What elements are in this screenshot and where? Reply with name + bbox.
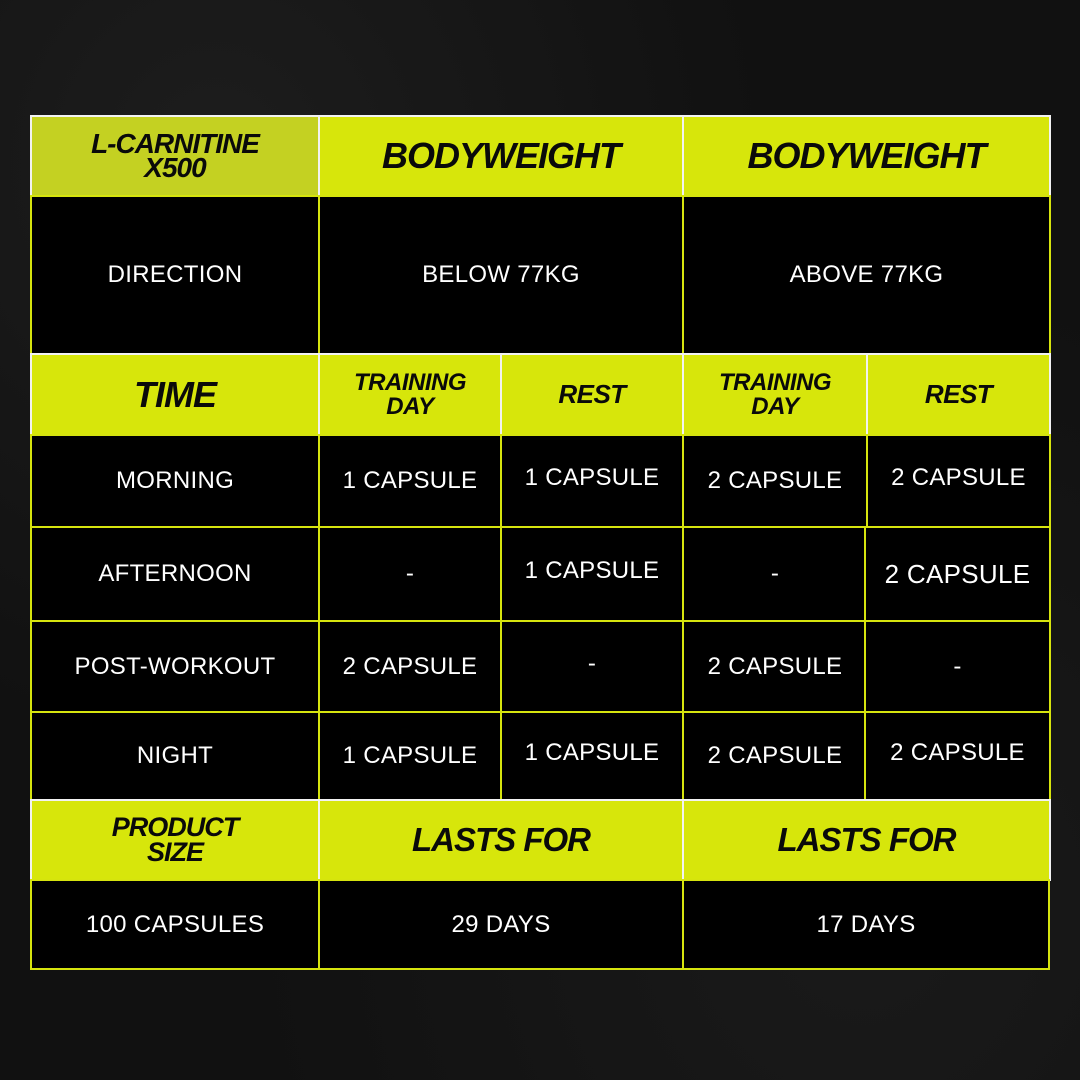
dose-cell: 2 CAPSULE <box>864 711 1051 801</box>
rest-header-above: REST <box>866 353 1051 436</box>
time-label-post-workout: POST-WORKOUT <box>30 620 320 713</box>
time-label-afternoon: AFTERNOON <box>30 526 320 622</box>
time-label-night: NIGHT <box>30 711 320 801</box>
bodyweight-header-below: BODYWEIGHT <box>318 115 684 197</box>
lasts-days-above: 17 DAYS <box>682 879 1050 970</box>
dose-cell: - <box>500 620 684 713</box>
dose-cell: 1 CAPSULE <box>500 434 684 528</box>
lasts-for-header-below: LASTS FOR <box>318 799 684 881</box>
dose-cell: 1 CAPSULE <box>318 711 502 801</box>
dose-cell: - <box>318 526 502 622</box>
training-day-header-above: TRAINING DAY <box>682 353 868 436</box>
dose-cell: - <box>682 526 868 622</box>
dose-cell: 2 CAPSULE <box>318 620 502 713</box>
product-size-value: 100 CAPSULES <box>30 879 320 970</box>
time-header: TIME <box>30 353 320 436</box>
training-day-header-below: TRAINING DAY <box>318 353 502 436</box>
direction-below-77kg: BELOW 77KG <box>318 195 684 355</box>
dose-cell: - <box>864 620 1051 713</box>
dose-cell: 1 CAPSULE <box>500 711 684 801</box>
dose-cell: 2 CAPSULE <box>866 434 1051 528</box>
dose-cell: 2 CAPSULE <box>682 711 868 801</box>
rest-header-below: REST <box>500 353 684 436</box>
dose-cell: 2 CAPSULE <box>864 526 1051 622</box>
dose-cell: 1 CAPSULE <box>500 526 684 622</box>
product-size-header: PRODUCT SIZE <box>30 799 320 881</box>
bodyweight-header-above: BODYWEIGHT <box>682 115 1051 197</box>
dose-cell: 2 CAPSULE <box>682 434 868 528</box>
direction-above-77kg: ABOVE 77KG <box>682 195 1051 355</box>
direction-label: DIRECTION <box>30 195 320 355</box>
time-label-morning: MORNING <box>30 434 320 528</box>
lasts-days-below: 29 DAYS <box>318 879 684 970</box>
dose-cell: 1 CAPSULE <box>318 434 502 528</box>
product-name-header: L-CARNITINE X500 <box>30 115 320 197</box>
dose-cell: 2 CAPSULE <box>682 620 868 713</box>
lasts-for-header-above: LASTS FOR <box>682 799 1051 881</box>
